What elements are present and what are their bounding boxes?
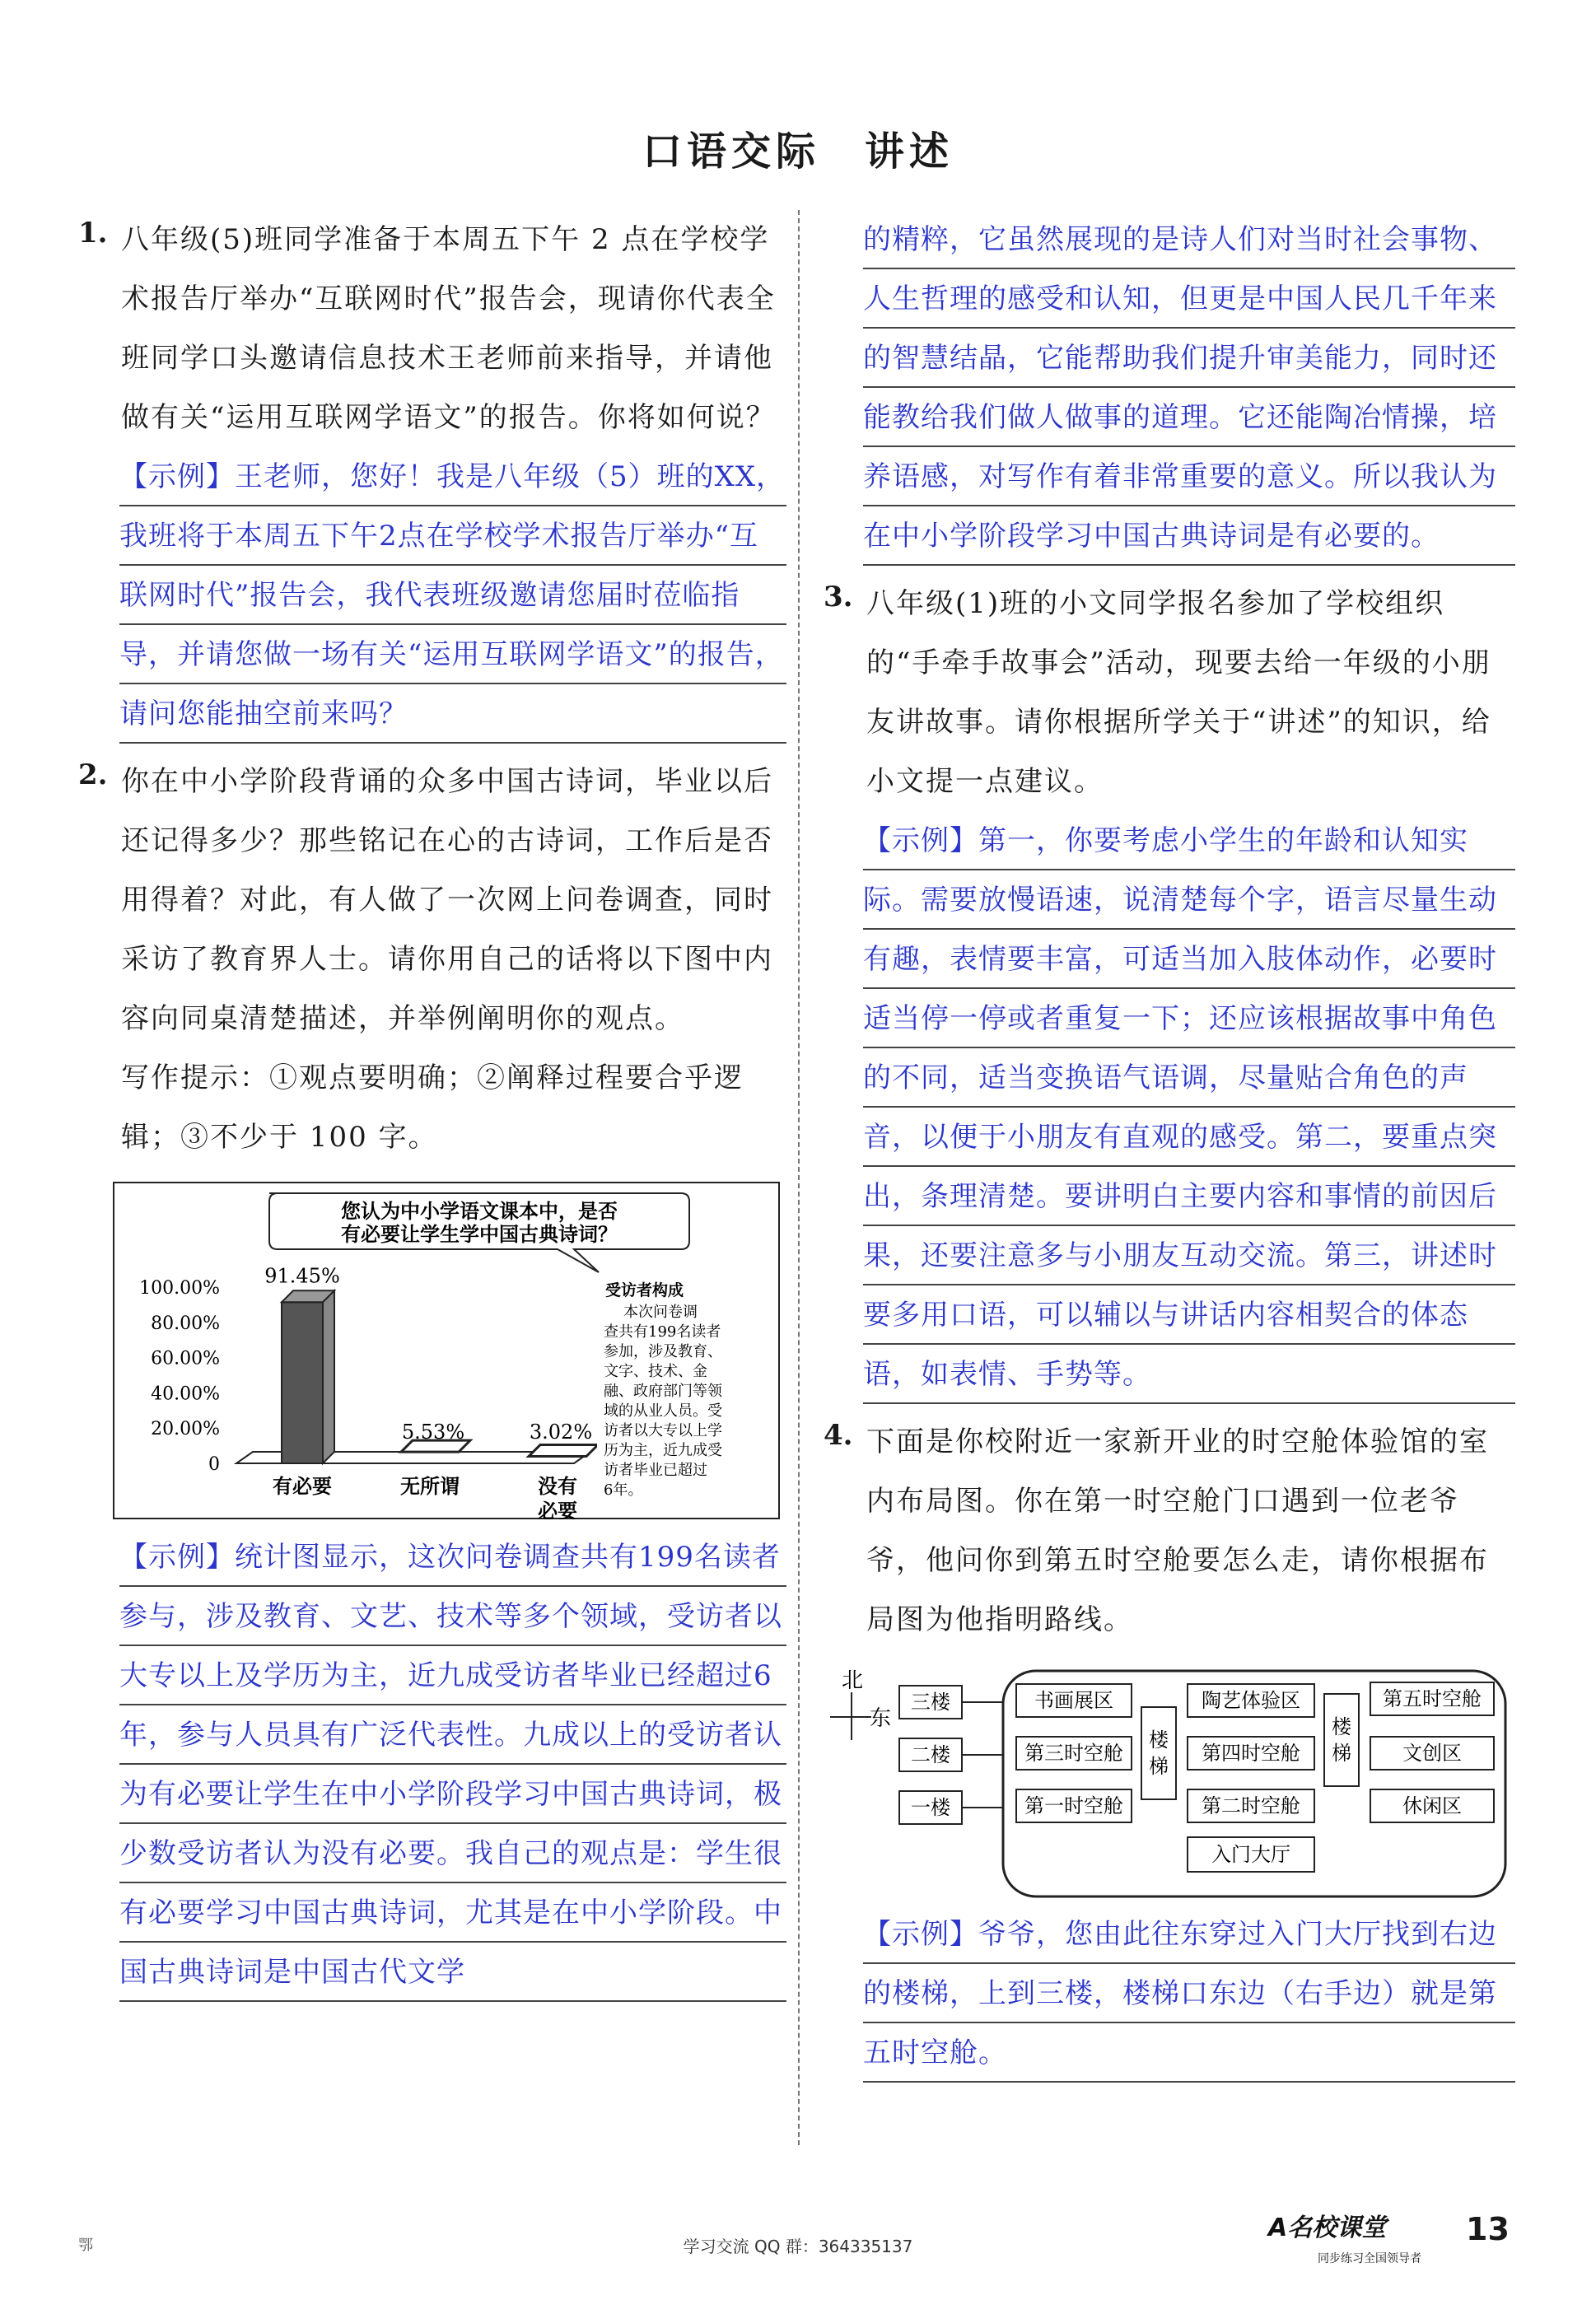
- floor-3-label: 三楼: [911, 1691, 950, 1714]
- stair-left-label-1: 楼: [1149, 1729, 1169, 1752]
- chart-title-line2: 有必要让学生学中国古典诗词？: [341, 1222, 618, 1246]
- right-column: [824, 210, 1515, 2091]
- floor-plan-svg: [824, 1658, 1515, 1905]
- question-2: [78, 752, 786, 2002]
- question-1-number: 1.: [78, 217, 108, 250]
- respondent-note-title: 受访者构成: [605, 1281, 684, 1299]
- footer-qq-group: 学习交流 QQ 群：364335137: [683, 2237, 913, 2256]
- survey-chart: [113, 1182, 780, 1519]
- category-label: 没有: [538, 1474, 577, 1498]
- question-3-number: 3.: [824, 581, 853, 613]
- question-2-answer-text-part2: 的精粹，它虽然展现的是诗人们对当时社会事物、人生哲理的感受和认知，但更是中国人民几千年来的智慧结晶，它能帮助我们提升审美能力，同时还能教给我们做人做事的道理。它还能陶冶情操，培养语感，对写作有着非常重要的意义。所以我认为在中小学阶段学习中国古典诗词是有必要的。: [863, 223, 1497, 553]
- respondent-note-line: 访者毕业已超过: [604, 1462, 707, 1479]
- respondent-note-line: 融、政府部门等领: [604, 1383, 722, 1400]
- floor-labels: [899, 1686, 1003, 1824]
- stair-right-label-2: 梯: [1332, 1742, 1351, 1765]
- room-capsule-3-label: 第三时空舱: [1024, 1742, 1123, 1765]
- bar-value-label: 91.45%: [264, 1264, 340, 1288]
- example-tag: 【示例】: [863, 824, 978, 857]
- question-4: [824, 1412, 1515, 2083]
- bar-front: [282, 1302, 323, 1463]
- question-2-number: 2.: [78, 758, 108, 791]
- bar-flat: [529, 1445, 598, 1457]
- respondent-note-line: 6年。: [604, 1481, 643, 1499]
- y-tick-label: 80.00%: [151, 1313, 220, 1334]
- respondent-note-line: 域的从业人员。受: [604, 1402, 722, 1420]
- room-creative-label: 文创区: [1402, 1742, 1462, 1765]
- floor-1-label: 一楼: [911, 1796, 950, 1819]
- room-calligraphy-label: 书画展区: [1034, 1689, 1113, 1712]
- question-3: [824, 574, 1515, 1404]
- page-title: 口语交际 讲述: [642, 128, 954, 175]
- room-pottery-label: 陶艺体验区: [1202, 1689, 1300, 1712]
- north-label: 北: [842, 1668, 864, 1693]
- stair-right-label-1: 楼: [1332, 1715, 1351, 1738]
- question-4-answer-text: 爷爷，您由此往东穿过入门大厅找到右边的楼梯，上到三楼，楼梯口东边（右手边）就是第五时空舱。: [863, 1918, 1497, 2069]
- y-tick-label: 40.00%: [151, 1383, 220, 1405]
- footer-region-mark: 鄂: [78, 2237, 93, 2254]
- y-tick-label: 0: [208, 1454, 220, 1475]
- stair-left-label-2: 梯: [1149, 1755, 1169, 1778]
- question-2-answer-continued: [863, 210, 1515, 566]
- chart-title-line1: 您认为中小学语文课本中，是否: [341, 1199, 618, 1223]
- question-2-text: 你在中小学阶段背诵的众多中国古诗词，毕业以后还记得多少？那些铭记在心的古诗词，工作后是否用得着？对此，有人做了一次网上问卷调查，同时采访了教育界人士。请你用自己的话将以下图中内容向同桌清楚描述，并举例阐明你的观点。: [121, 765, 773, 1035]
- question-3-answer-text: 第一，你要考虑小学生的年龄和认知实际。需要放慢语速，说清楚每个字，语言尽量生动有趣，表情要丰富，可适当加入肢体动作，必要时适当停一停或者重复一下；还应该根据故事中角色的不同，适当变换语气语调，尽量贴合角色的声音，以便于小朋友有直观的感受。第二，要重点突出，条理清楚。要讲明白主要内容和事情的前因后果，还要注意多与小朋友互动交流。第三，讲述时要多用口语，可以辅以与讲话内容相契合的体态语，如表情、手势等。: [863, 824, 1497, 1391]
- question-2-answer: [119, 1528, 786, 2002]
- question-4-text: 下面是你校附近一家新开业的时空舱体验馆的室内布局图。你在第一时空舱门口遇到一位老爷爷，他问你到第五时空舱要怎么走，请你根据布局图为他指明路线。: [866, 1425, 1489, 1636]
- y-tick-label: 20.00%: [151, 1419, 220, 1440]
- respondent-note-line: 参加，涉及教育、: [604, 1343, 722, 1360]
- category-label: 无所谓: [400, 1474, 460, 1498]
- question-1-text: 八年级(5)班同学准备于本周五下午 2 点在学校学术报告厅举办“互联网时代”报告会，现请你代表全班同学口头邀请信息技术王老师前来指导，并请他做有关“运用互联网学语文”的报告。你将如何说？: [121, 223, 776, 434]
- bar-side: [323, 1290, 334, 1463]
- question-1: [78, 210, 786, 744]
- question-2-hint: 写作提示：①观点要明确；②阐释过程要合乎逻辑；③不少于 100 字。: [121, 1061, 744, 1154]
- respondent-note-line: 本次问卷调: [623, 1304, 698, 1321]
- floor-2-label: 二楼: [911, 1743, 950, 1766]
- room-leisure-label: 休闲区: [1402, 1794, 1462, 1817]
- left-column: [78, 210, 786, 2010]
- survey-chart-svg: [113, 1182, 780, 1519]
- category-label: 有必要: [273, 1474, 332, 1498]
- floor-plan: [824, 1658, 1515, 1905]
- question-3-answer: [863, 811, 1515, 1404]
- room-capsule-4-label: 第四时空舱: [1202, 1742, 1300, 1765]
- question-4-number: 4.: [824, 1419, 853, 1452]
- entrance-hall-label: 入门大厅: [1211, 1843, 1290, 1866]
- column-divider: [798, 210, 800, 2145]
- category-label-line2: 必要: [538, 1499, 577, 1519]
- question-1-answer-text: 王老师，您好！我是八年级（5）班的XX，我班将于本周五下午2点在学校学术报告厅举办“互联网时代”报告会，我代表班级邀请您届时莅临指导，并请您做一场有关“运用互联网学语文”的报告，请问您能抽空前来吗？: [119, 460, 786, 730]
- question-2-answer-text-part1: 统计图显示，这次问卷调查共有199名读者参与，涉及教育、文艺、技术等多个领域，受访者以大专以上及学历为主，近九成受访者毕业已经超过6年，参与人员具有广泛代表性。九成以上的受访者认为有必要让学生在中小学阶段学习中国古典诗词，极少数受访者认为没有必要。我自己的观点是：学生很有必要学习中国古典诗词，尤其是在中小学阶段。中国古典诗词是中国古代文学: [119, 1541, 782, 1989]
- footer-logo: A名校课堂: [1268, 2214, 1387, 2242]
- respondent-note-line: 文字、技术、金: [604, 1363, 707, 1380]
- question-3-text: 八年级(1)班的小文同学报名参加了学校组织的“手牵手故事会”活动，现要去给一年级的小朋友讲故事。请你根据所学关于“讲述”的知识，给小文提一点建议。: [866, 587, 1491, 798]
- y-tick-label: 60.00%: [151, 1348, 220, 1369]
- page-number: 13: [1466, 2211, 1510, 2247]
- question-4-answer: [863, 1905, 1515, 2083]
- respondent-note-line: 历为主，近九成受: [604, 1442, 722, 1459]
- east-label: 东: [870, 1706, 892, 1731]
- footer-slogan: 同步练习全国领导者: [1318, 2252, 1421, 2265]
- room-capsule-5-label: 第五时空舱: [1383, 1687, 1482, 1710]
- respondent-note-line: 访者以大专以上学: [604, 1422, 722, 1439]
- question-1-answer: [119, 447, 786, 744]
- example-tag: 【示例】: [119, 1541, 235, 1574]
- room-capsule-2-label: 第二时空舱: [1202, 1794, 1300, 1817]
- example-tag: 【示例】: [119, 460, 235, 493]
- stair-right: [1324, 1694, 1359, 1786]
- room-capsule-1-label: 第一时空舱: [1024, 1794, 1123, 1817]
- stair-left: [1141, 1707, 1176, 1799]
- example-tag: 【示例】: [863, 1918, 978, 1951]
- y-tick-label: 100.00%: [139, 1278, 220, 1299]
- respondent-note-line: 查共有199名读者: [604, 1323, 721, 1341]
- bar-value-label: 5.53%: [401, 1421, 465, 1444]
- bar-value-label: 3.02%: [529, 1421, 593, 1444]
